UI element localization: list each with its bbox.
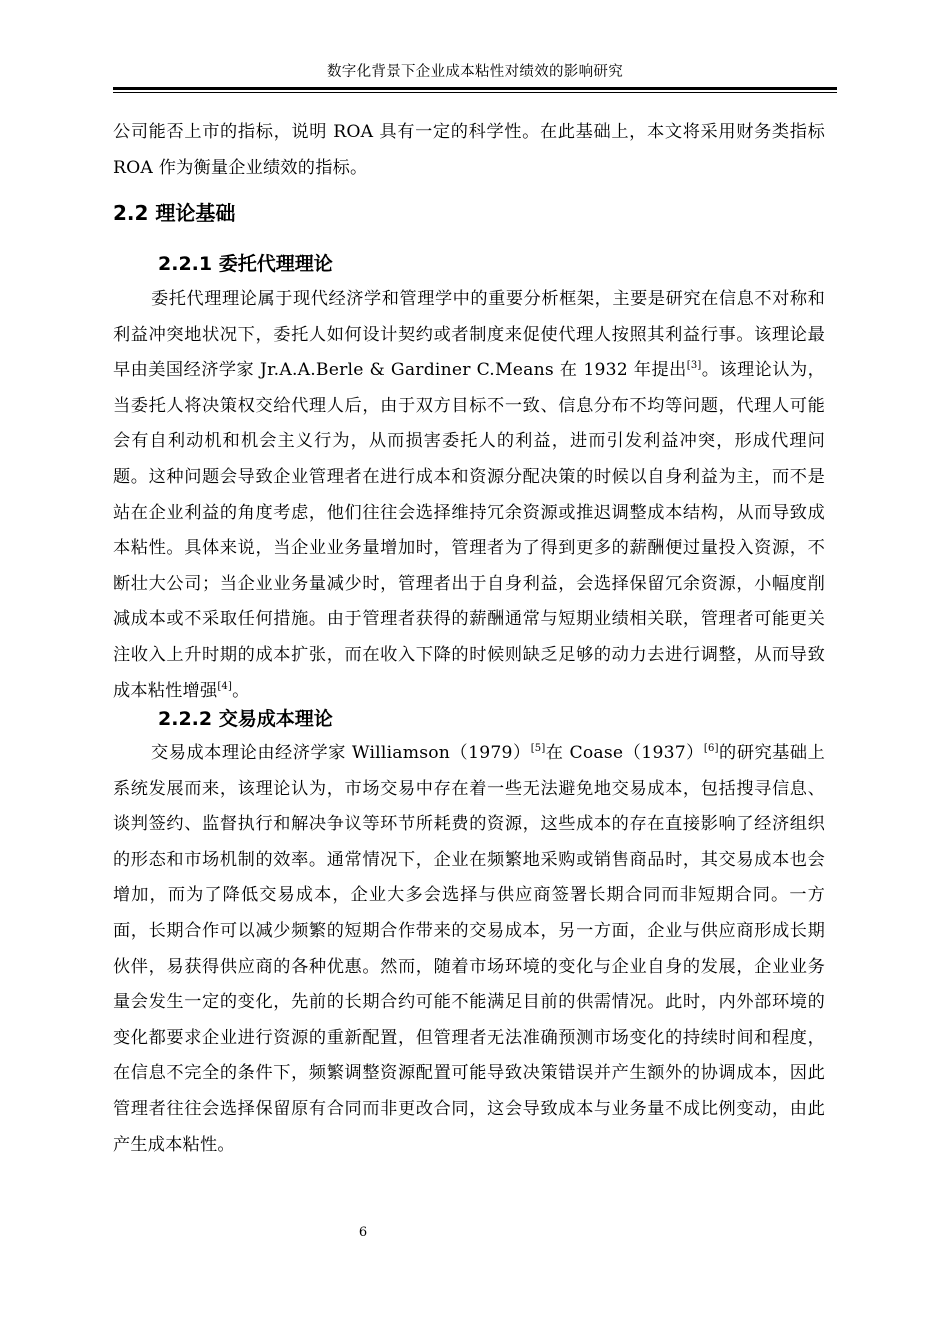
intro-paragraph: 公司能否上市的指标，说明 ROA 具有一定的科学性。在此基础上，本文将采用财务类指标 ROA 作为衡量企业绩效的指标。 <box>113 122 825 178</box>
citation-ref: [6] <box>703 743 719 754</box>
header-title: 数字化背景下企业成本粘性对绩效的影响研究 <box>327 64 623 80</box>
citation-ref: [4] <box>217 680 233 692</box>
paragraph-transaction-cost-theory <box>113 736 825 1163</box>
section-heading-2-2: 2.2 理论基础 <box>113 201 236 225</box>
header-rule-thin <box>113 92 837 93</box>
subsection-heading-2-2-2: 2.2.2 交易成本理论 <box>158 708 333 730</box>
paragraph-text: 的研究基础上系统发展而来，该理论认为，市场交易中存在着一些无法避免地交易成本，包括搜寻信息、谈判签约、监督执行和解决争议等环节所耗费的资源，这些成本的存在直接影响了经济组织的形态和市场机制的效率。通常情况下，企业在频繁地采购或销售商品时，其交易成本也会增加，而为了降低交易成本，企业大多会选择与供应商签署长期合同而非短期合同。一方面，长期合作可以减少频繁的短期合作带来的交易成本，另一方面，企业与供应商形成长期伙伴，易获得供应商的各种优惠。然而，随着市场环境的变化与企业自身的发展，企业业务量会发生一定的变化，先前的长期合约可能不能满足目前的供需情况。此时，内外部环境的变化都要求企业进行资源的重新配置，但管理者无法准确预测市场变化的持续时间和程度，在信息不完全的条件下，频繁调整资源配置可能导致决策错误并产生额外的协调成本，因此管理者往往会选择保留原有合同而非更改合同，这会导致成本与业务量不成比例变动，由此产生成本粘性。 <box>113 743 825 1155</box>
paragraph-text: 。该理论认为，当委托人将决策权交给代理人后，由于双方目标不一致、信息分布不均等问题，代理人可能会有自利动机和机会主义行为，从而损害委托人的利益，进而引发利益冲突，形成代理问题。这种问题会导致企业管理者在进行成本和资源分配决策的时候以自身利益为主，而不是站在企业利益的角度考虑，他们往往会选择维持冗余资源或推迟调整成本结构，从而导致成本粘性。具体来说，当企业业务量增加时，管理者为了得到更多的薪酬便过量投入资源，不断壮大公司；当企业业务量减少时，管理者出于自身利益，会选择保留冗余资源，小幅度削减成本或不采取任何措施。由于管理者获得的薪酬通常与短期业绩相关联，管理者可能更关注收入上升时期的成本扩张，而在收入下降的时候则缺乏足够的动力去进行调整，从而导致成本粘性增强 <box>113 360 825 701</box>
paragraph-text: 委托代理理论属于现代经济学和管理学中的重要分析框架，主要是研究在信息不对称和利益冲突地状况下，委托人如何设计契约或者制度来促使代理人按照其利益行事。该理论最早由美国经济学家 Jr.A.A.Berle & Gardiner C.Means 在 1932 年提出 <box>113 289 825 381</box>
paragraph-text: 在 Coase（1937） <box>545 743 704 763</box>
citation-ref: [5] <box>530 743 546 754</box>
citation-ref: [3] <box>686 360 702 372</box>
header-rule-thick <box>113 87 837 90</box>
paragraph-text: 交易成本理论由经济学家 Williamson（1979） <box>151 743 531 763</box>
paragraph-text: 。 <box>232 680 250 701</box>
page-number: 6 <box>358 1225 368 1240</box>
paragraph-principal-agent-theory <box>113 282 825 709</box>
subsection-heading-2-2-1: 2.2.1 委托代理理论 <box>158 253 333 275</box>
